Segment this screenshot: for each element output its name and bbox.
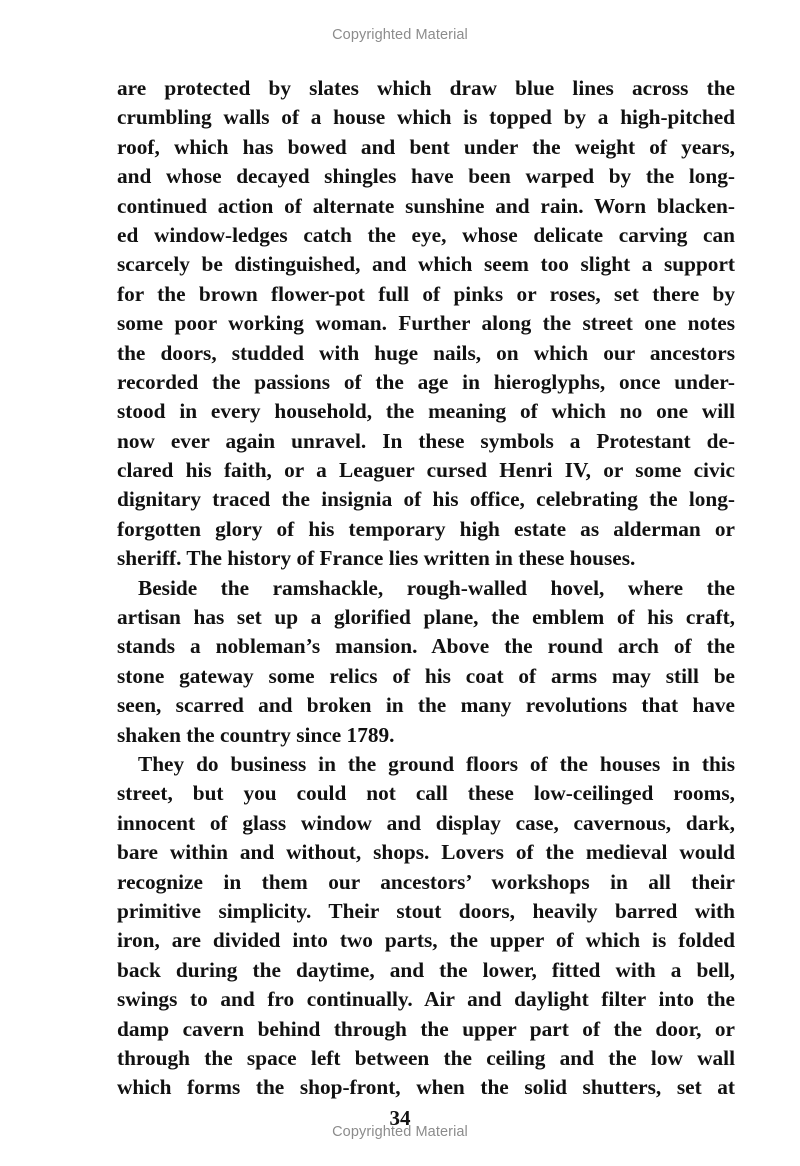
text-line: shaken the country since 1789.	[117, 722, 395, 747]
text-line: innocent of glass window and display case, cavernous, dark,	[117, 810, 735, 835]
text-line: street, but you could not call these low-ceilinged rooms,	[117, 781, 735, 806]
text-line: iron, are divided into two parts, the upper of which is folded	[117, 928, 735, 953]
text-line: Beside the ramshackle, rough-walled hovel, where the	[138, 575, 735, 600]
text-line: roof, which has bowed and bent under the weight of years,	[117, 134, 735, 159]
text-line: sheriff. The history of France lies written in these houses.	[117, 546, 636, 571]
text-line: some poor working woman. Further along the street one notes	[117, 311, 735, 336]
text-line: stood in every household, the meaning of which no one will	[117, 399, 735, 424]
watermark-bottom: Copyrighted Material	[332, 1124, 468, 1140]
text-line: stone gateway some relics of his coat of arms may still be	[117, 663, 735, 688]
text-line: scarcely be distinguished, and which seem too slight a support	[117, 252, 735, 277]
text-line: continued action of alternate sunshine and rain. Worn blacken-	[117, 193, 735, 218]
text-line: are protected by slates which draw blue lines across the	[117, 76, 735, 100]
text-line: for the brown flower-pot full of pinks or roses, set there by	[117, 281, 735, 306]
watermark-top: Copyrighted Material	[332, 27, 468, 43]
paragraph-3	[117, 750, 735, 1103]
text-line: swings to and fro continually. Air and daylight filter into the	[117, 987, 735, 1012]
paragraph-1	[117, 74, 735, 574]
text-line: the doors, studded with huge nails, on which our ancestors	[117, 340, 735, 365]
text-line: which forms the shop-front, when the solid shutters, set at	[117, 1075, 735, 1100]
text-line: forgotten glory of his temporary high estate as alderman or	[117, 516, 735, 541]
text-line: clared his faith, or a Leaguer cursed Henri IV, or some civic	[117, 458, 735, 483]
text-line: now ever again unravel. In these symbols a Protestant de-	[117, 428, 735, 453]
text-line: back during the daytime, and the lower, fitted with a bell,	[117, 957, 735, 982]
text-line: artisan has set up a glorified plane, the emblem of his craft,	[117, 605, 735, 630]
text-line: seen, scarred and broken in the many revolutions that have	[117, 693, 735, 718]
text-line: recognize in them our ancestors’ workshops in all their	[117, 869, 735, 894]
text-line: primitive simplicity. Their stout doors, heavily barred with	[117, 898, 735, 923]
page-number: 34	[389, 1106, 411, 1130]
text-line: ed window-ledges catch the eye, whose delicate carving can	[117, 222, 735, 247]
text-line: crumbling walls of a house which is topped by a high-pitched	[117, 105, 735, 130]
text-line: dignitary traced the insignia of his office, celebrating the long-	[117, 487, 735, 512]
text-line: bare within and without, shops. Lovers of the medieval would	[117, 840, 735, 865]
text-line: and whose decayed shingles have been warped by the long-	[117, 164, 735, 189]
text-line: recorded the passions of the age in hieroglyphs, once under-	[117, 369, 735, 394]
paragraph-2	[117, 574, 735, 750]
body-text	[117, 74, 735, 1103]
text-line: They do business in the ground floors of the houses in this	[138, 751, 735, 776]
text-line: damp cavern behind through the upper part of the door, or	[117, 1016, 735, 1041]
text-line: stands a nobleman’s mansion. Above the round arch of the	[117, 634, 735, 659]
text-line: through the space left between the ceiling and the low wall	[117, 1045, 735, 1070]
